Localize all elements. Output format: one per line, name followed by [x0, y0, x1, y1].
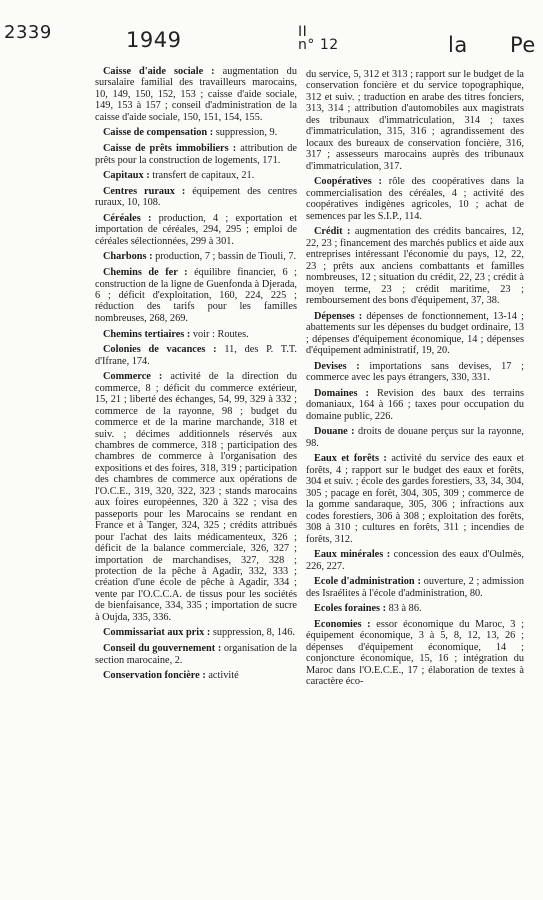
- entry-text: ouverture, 2 ; admission des Israélites à l'école d'administration, 80.: [306, 576, 524, 599]
- entry-text: essor économique du Maroc, 3 ; équipement économique, 3 à 5, 8, 12, 13, 26 ; dépenses d'équipement économique, 14 ; conjoncture économique, 15, 16 ; intégration du Maroc dans l'O.E.C.E., 17 ; élaboration de textes à caractère éco-: [306, 619, 525, 688]
- index-column-right: [306, 69, 524, 692]
- entry-text: production, 7 ; bassin de Tiouli, 7.: [152, 251, 297, 263]
- index-entry: [306, 69, 524, 172]
- entry-text: Revision des baux des terrains domaniaux, 164 à 166 ; taxes pour occupation du domaine public, 226.: [306, 387, 525, 422]
- entry-text: 83 à 86.: [386, 603, 422, 615]
- index-entry: [95, 186, 297, 209]
- entry-text: augmentation du sursalaire familial des travailleurs marocains, 10, 149, 150, 152, 153 ; caisse d'aide sociale, 149, 153 à 157 ; conseil d'administration de la caisse d'aide sociale, 150, 151, 154, 155.: [95, 66, 297, 123]
- index-column-left: [95, 66, 297, 686]
- entry-text: droits de douane perçus sur la rayonne, 98.: [306, 426, 524, 449]
- entry-text: activité du service des eaux et forêts, 4 ; rapport sur le budget des eaux et forêts, 304 et suiv. ; école des gardes forestiers, 33, 34, 304, 305 ; pacage en forêt, 304, 305, 309 ; commerce de la gomme sandaraque, 305, 306 ; infractions aux codes forestiers, 306 à 308 ; exploitation des forêts, 308 à 310 ; cultures en forêts, 311 ; incendies de forêts, 312.: [306, 453, 525, 545]
- index-entry: [306, 176, 524, 222]
- entry-heading: Charbons :: [103, 251, 153, 263]
- index-entry: [95, 627, 297, 638]
- entry-text: production, 4 ; exportation et importation de céréales, 294, 295 ; emploi de céréales sélectionnées, 299 à 301.: [95, 212, 297, 247]
- entry-heading: Caisse de prêts immobiliers :: [103, 143, 237, 155]
- entry-text: activité de la direction du commerce, 8 ; déficit du commerce extérieur, 15, 21 ; liberté des échanges, 54, 99, 329 à 332 ; commerce de la rayonne, 98 ; budget du commerce et de la marine marchande, 318 et suiv. ; décimes additionnels réservés aux chambres de commerce, 318 ; participation des chambres de commerce à l'organisation des expositions et des foires, 318, 319 ; participation des chambres de commerce aux opérations de l'O.C.E., 319, 320, 322, 323 ; stands marocains aux foires européennes, 320 à 322 ; visa des passeports pour les Marocains se rendant en France et à Tanger, 324, 325 ; crédits attribués pour l'achat des laits médicamenteux, 326 ; déficit de la balance commerciale, 326, 327 ; importation de marchandises, 327, 328 ; protection de la pêche à Agadir, 332, 333 ; création d'une école de pêche à Agadir, 334 ; vente par l'O.C.C.A. de tissus pour les sociétés de bienfaisance, 334, 335 ; importation de sucre à Oujda, 335, 336.: [95, 371, 297, 623]
- entry-text: organisation de la section marocaine, 2.: [95, 643, 297, 666]
- entry-heading: Eaux minérales :: [314, 549, 391, 561]
- index-entry: [306, 226, 524, 306]
- index-entry: [306, 311, 524, 357]
- index-entry: [306, 453, 524, 545]
- entry-text: rôle des coopératives dans la commercialisation des céréales, 4 ; activité des coopératives indigènes agricoles, 10 ; achat de semences par les S.I.P., 114.: [306, 176, 524, 222]
- entry-heading: Douane :: [314, 426, 355, 438]
- index-entry: [95, 371, 297, 623]
- index-entry: [95, 643, 297, 666]
- entry-heading: Conseil du gouvernement :: [103, 643, 222, 655]
- index-entry: [306, 619, 524, 688]
- entry-text: du service, 5, 312 et 313 ; rapport sur le budget de la conservation foncière et du service topographique, 312 et suiv. ; traduction en arabe des titres fonciers, 313, 314 ; attribution d'automobiles aux magistrats des tribunaux d'immatriculation, 314 ; taxes d'immatriculation, 315, 316 ; agrandissement des locaux des bureaux de conservation foncière, 316, 317 ; assesseurs marocains auprès des tribunaux d'immatriculation, 317.: [306, 69, 524, 172]
- handwritten-note-b: Pe: [510, 33, 536, 57]
- index-entry: [95, 127, 297, 138]
- entry-text: dépenses de fonctionnement, 13-14 ; abattements sur les dépenses du budget ordinaire, 13 ; dépenses d'équipement économique, 14 ; dépenses d'équipement administratif, 19, 20.: [306, 310, 525, 356]
- index-entry: [95, 143, 297, 166]
- entry-text: suppression, 8, 146.: [210, 627, 295, 639]
- entry-text: importations sans devises, 17 ; commerce avec les pays étrangers, 330, 331.: [306, 360, 524, 384]
- entry-text: attribution de prêts pour la construction de logements, 171.: [95, 143, 298, 166]
- entry-heading: Dépenses :: [314, 310, 363, 322]
- index-entry: [95, 670, 297, 681]
- index-entry: [306, 549, 524, 572]
- entry-heading: Centres ruraux :: [103, 185, 186, 197]
- entry-heading: Commissariat aux prix :: [103, 627, 211, 639]
- index-entry: [95, 251, 297, 262]
- index-entry: [95, 344, 297, 367]
- entry-text: concession des eaux d'Oulmès, 226, 227.: [306, 549, 524, 572]
- entry-heading: Commerce :: [103, 371, 163, 383]
- index-entry: [306, 576, 524, 599]
- entry-heading: Caisse de compensation :: [103, 127, 214, 139]
- index-entry: [306, 388, 524, 422]
- entry-text: voir : Routes.: [190, 328, 249, 340]
- entry-heading: Economies :: [314, 619, 371, 630]
- entry-heading: Devises :: [314, 360, 360, 372]
- entry-heading: Caisse d'aide sociale :: [103, 66, 215, 77]
- index-entry: [306, 603, 524, 614]
- handwritten-year: 1949: [126, 28, 182, 52]
- entry-text: 11, des P. T.T. d'Ifrane, 174.: [95, 344, 297, 367]
- entry-heading: Chemins de fer :: [103, 267, 188, 279]
- entry-heading: Chemins tertiaires :: [103, 328, 191, 340]
- entry-text: transfert de capitaux, 21.: [149, 170, 255, 182]
- index-entry: [95, 267, 297, 324]
- entry-heading: Capitaux :: [103, 170, 150, 182]
- entry-text: augmentation des crédits bancaires, 12, 22, 23 ; financement des marchés publics et aide aux entreprises intéressant l'économie du pays, 12, 22, 23 ; prêts aux anciens combattants et familles nombreuses, 12 ; situation du crédit, 22, 23 ; crédit à moyen terme, 23 ; crédit maritime, 23 ; remboursement des bons d'équipement, 37, 38.: [306, 226, 524, 306]
- entry-heading: Coopératives :: [314, 176, 382, 188]
- entry-text: équipement des centres ruraux, 10, 108.: [95, 185, 298, 209]
- index-entry: [306, 361, 524, 384]
- index-entry: [95, 170, 297, 181]
- entry-heading: Ecoles foraines :: [314, 603, 387, 615]
- entry-heading: Domaines :: [314, 387, 369, 399]
- index-entry: [95, 329, 297, 340]
- handwritten-note-a: la: [448, 33, 468, 57]
- handwritten-code: 2339: [4, 22, 52, 43]
- index-entry: [95, 213, 297, 247]
- index-entry: [95, 66, 297, 123]
- entry-heading: Conservation foncière :: [103, 670, 206, 682]
- index-entry: [306, 426, 524, 449]
- entry-text: équilibre financier, 6 ; construction de la ligne de Guenfonda à Djerada, 6 ; déficit d'exploitation, 160, 224, 225 ; réduction des tarifs pour les familles nombreuses, 268, 269.: [95, 267, 297, 324]
- entry-heading: Céréales :: [103, 212, 152, 224]
- entry-heading: Eaux et forêts :: [314, 453, 387, 465]
- entry-text: suppression, 9.: [213, 127, 278, 139]
- entry-text: activité: [205, 670, 239, 682]
- entry-heading: Colonies de vacances :: [103, 344, 217, 356]
- handwritten-number: II n° 12: [298, 24, 339, 53]
- entry-heading: Crédit :: [314, 226, 351, 238]
- entry-heading: Ecole d'administration :: [314, 576, 421, 588]
